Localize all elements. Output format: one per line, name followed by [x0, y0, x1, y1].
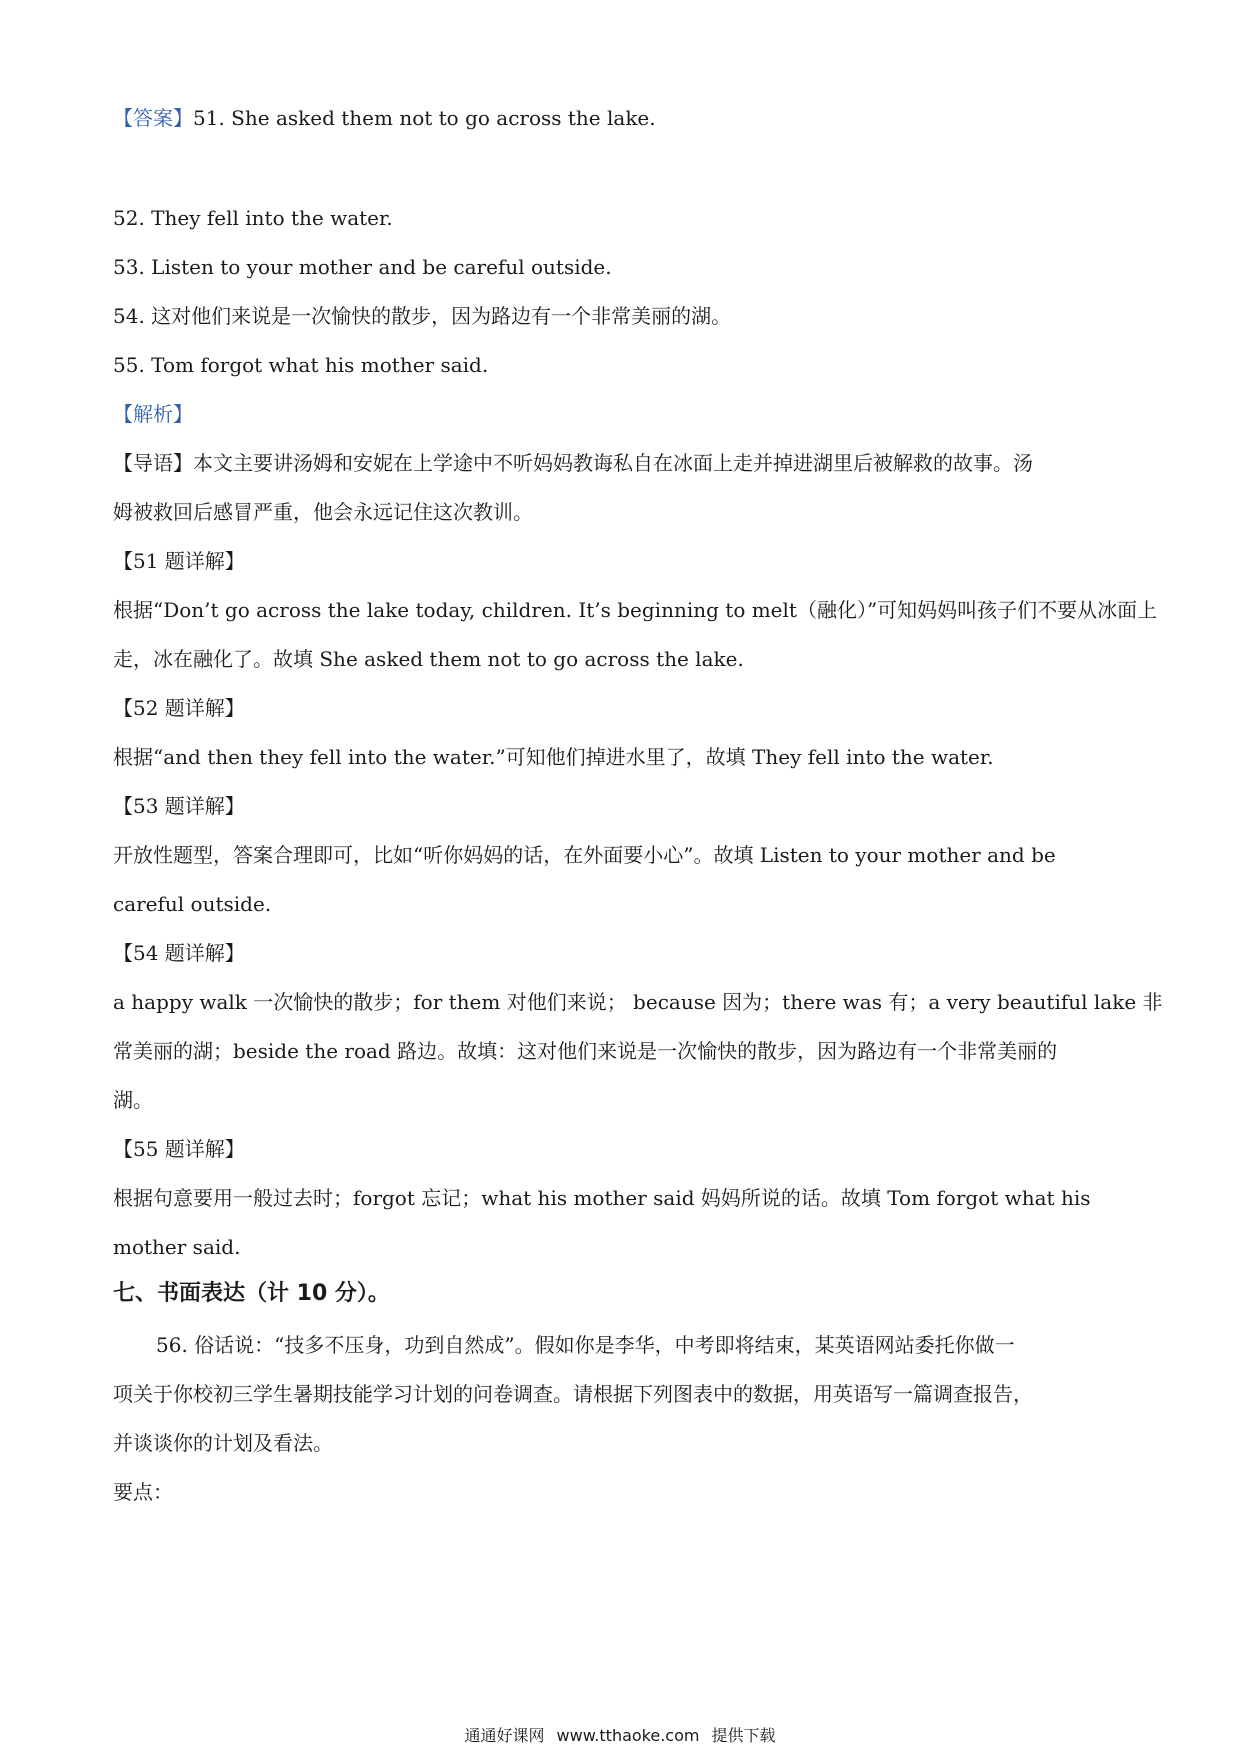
q55-line-1: 根据句意要用一般过去时；forgot 忘记；what his mother said 妈妈所说的话。故填 Tom forgot what his — [113, 1186, 1091, 1210]
page-footer — [0, 1726, 1240, 1746]
q51-title: 【51 题详解】 — [113, 549, 245, 573]
section-7-heading: 七、书面表达（计 10 分）。 — [113, 1281, 390, 1306]
q54-line-1: a happy walk 一次愉快的散步；for them 对他们来说； because 因为；there was 有；a very beautiful lake 非 — [113, 990, 1163, 1014]
q56-line-1: 56. 俗话说：“技多不压身，功到自然成”。假如你是李华，中考即将结束，某英语网站委托你做一 — [156, 1333, 1015, 1357]
q56-line-2: 项关于你校初三学生暑期技能学习计划的问卷调查。请根据下列图表中的数据，用英语写一篇调查报告， — [113, 1382, 1033, 1406]
intro-line-2: 姆被救回后感冒严重，他会永远记住这次教训。 — [113, 500, 533, 524]
key-points-label: 要点： — [113, 1480, 173, 1504]
q54-title: 【54 题详解】 — [113, 941, 245, 965]
q53-line-1: 开放性题型，答案合理即可，比如“听你妈妈的话，在外面要小心”。故填 Listen to your mother and be — [113, 843, 1056, 867]
q54-line-3: 湖。 — [113, 1088, 153, 1112]
q52-line-1: 根据“and then they fell into the water.”可知他们掉进水里了，故填 They fell into the water. — [113, 745, 994, 769]
footer-site-name: 通通好课网 — [464, 1726, 545, 1745]
answer-52: 52. They fell into the water. — [113, 206, 393, 230]
q55-title: 【55 题详解】 — [113, 1137, 245, 1161]
answer-label: 【答案】 — [113, 106, 193, 130]
q56-line-3: 并谈谈你的计划及看法。 — [113, 1431, 333, 1455]
answer-53: 53. Listen to your mother and be careful outside. — [113, 255, 612, 279]
q55-line-2: mother said. — [113, 1235, 241, 1259]
q53-line-2: careful outside. — [113, 892, 272, 916]
footer-url[interactable]: www.tthaoke.com — [556, 1726, 700, 1745]
answer-51: 51. She asked them not to go across the lake. — [193, 106, 656, 130]
q53-title: 【53 题详解】 — [113, 794, 245, 818]
q51-line-2: 走，冰在融化了。故填 She asked them not to go across the lake. — [113, 647, 744, 671]
analysis-label: 【解析】 — [113, 402, 193, 426]
intro-line-1: 【导语】本文主要讲汤姆和安妮在上学途中不听妈妈教诲私自在冰面上走并掉进湖里后被解救的故事。汤 — [113, 451, 1033, 475]
footer-suffix: 提供下载 — [711, 1726, 776, 1745]
q51-line-1: 根据“Don’t go across the lake today, children. It’s beginning to melt（融化）”可知妈妈叫孩子们不要从冰面上 — [113, 598, 1158, 622]
q52-title: 【52 题详解】 — [113, 696, 245, 720]
answer-55: 55. Tom forgot what his mother said. — [113, 353, 489, 377]
q54-line-2: 常美丽的湖；beside the road 路边。故填：这对他们来说是一次愉快的散步，因为路边有一个非常美丽的 — [113, 1039, 1058, 1063]
answer-54: 54. 这对他们来说是一次愉快的散步，因为路边有一个非常美丽的湖。 — [113, 304, 732, 328]
answer-51-line — [113, 106, 656, 130]
